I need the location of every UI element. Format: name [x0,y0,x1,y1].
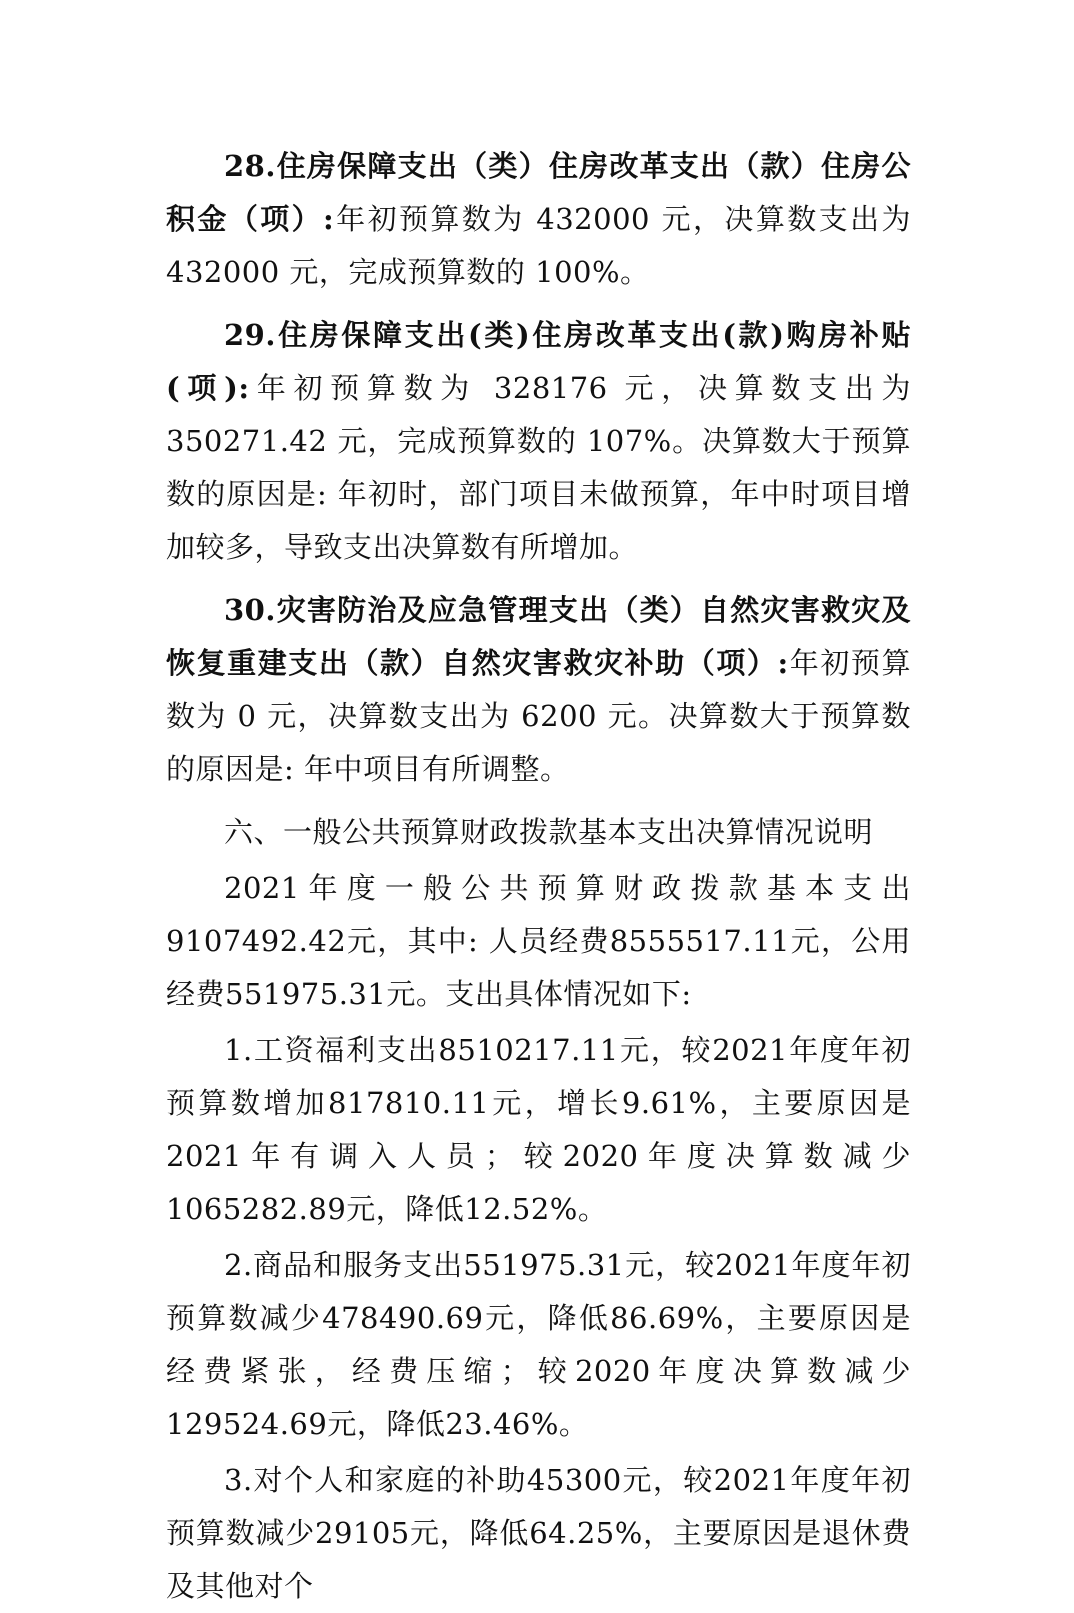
item-29 [166,309,911,574]
item-30-body: 年初预算数为 0 元，决算数支出为 6200 元。决算数大于预算数的原因是: 年中项目有所调整。 [166,646,911,786]
item-28-body: 年初预算数为 432000 元，决算数支出为 432000 元，完成预算数的 100%。 [166,202,911,289]
detail-goods-services: 2.商品和服务支出551975.31元，较2021年度年初预算数减少478490.69元，降低86.69%，主要原因是经费紧张，经费压缩；较2020年度决算数减少129524.69元，降低23.46%。 [166,1248,911,1441]
detail-household-subsidy: 3.对个人和家庭的补助45300元，较2021年度年初预算数减少29105元，降低64.25%，主要原因是退休费及其他对个 [166,1463,911,1603]
item-29-body: 年初预算数为 328176 元，决算数支出为 350271.42 元，完成预算数的 107%。决算数大于预算数的原因是: 年初时，部门项目未做预算，年中时项目增加较多，导致支出决算数有所增加。 [166,371,911,564]
item-30 [166,584,911,796]
item-28-heading: 28.住房保障支出（类）住房改革支出（款）住房公积金（项）: [166,149,911,236]
detail-wages: 1.工资福利支出8510217.11元，较2021年度年初预算数增加817810.11元，增长9.61%，主要原因是2021年有调入人员；较2020年度决算数减少1065282.89元，降低12.52%。 [166,1033,911,1226]
item-28 [166,140,911,299]
item-29-heading: 29.住房保障支出(类)住房改革支出(款)购房补贴(项): [166,318,911,405]
section-title: 六、一般公共预算财政拨款基本支出决算情况说明 [224,815,874,849]
document-body [166,140,911,1613]
item-30-heading: 30.灾害防治及应急管理支出（类）自然灾害救灾及恢复重建支出（款）自然灾害救灾补助（项）: [166,593,911,680]
summary-paragraph: 2021年度一般公共预算财政拨款基本支出9107492.42元，其中: 人员经费8555517.11元，公用经费551975.31元。支出具体情况如下: [166,871,911,1011]
